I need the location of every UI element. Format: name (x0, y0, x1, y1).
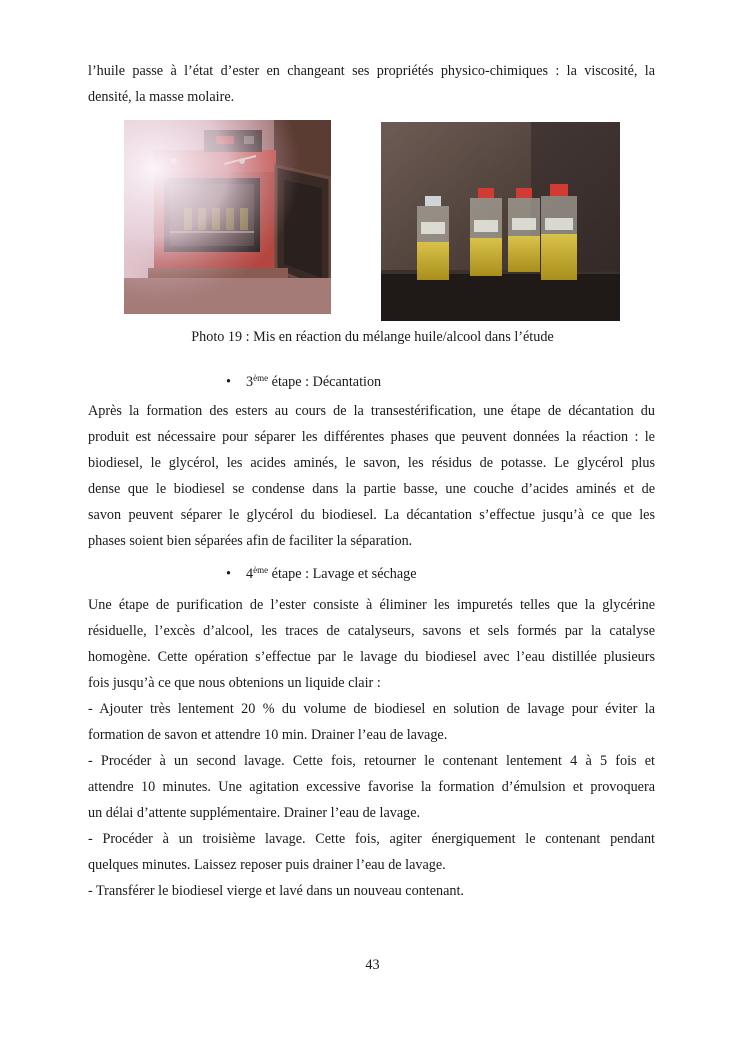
step-number: 3 (246, 374, 254, 390)
text-line: - Ajouter très lentement 20 % du volume de biodiesel en solution de lavage pour éviter la (88, 701, 655, 717)
page-number: 43 (365, 957, 380, 973)
intro-paragraph (88, 58, 655, 110)
text-line: biodiesel, le glycérol, les acides aminés, le savon, les résidus de potasse. Le glycérol plus (88, 455, 655, 471)
text-line: Une étape de purification de l’ester consiste à éliminer les impuretés telles que la glycérine (88, 597, 655, 613)
text-line: savon peuvent séparer le glycérol du biodiesel. La décantation s’effectue jusqu’à ce que les (88, 507, 655, 523)
text-line: Après la formation des esters au cours de la transestérification, une étape de décantation du (88, 403, 655, 419)
text-line: l’huile passe à l’état d’ester en changeant ses propriétés physico-chimiques : la viscosité, la (88, 63, 655, 79)
bottles-photo (381, 122, 620, 321)
text-line: formation de savon et attendre 10 min. Drainer l’eau de lavage. (88, 727, 448, 743)
bullet-point: • (226, 566, 231, 582)
lavage-paragraph (88, 592, 655, 904)
figure-caption: Photo 19 : Mis en réaction du mélange huile/alcool dans l’étude (191, 329, 554, 345)
step-label: étape : Lavage et séchage (268, 566, 417, 582)
step-4-heading (226, 560, 417, 584)
text-line: un délai d’attente supplémentaire. Drainer l’eau de lavage. (88, 805, 421, 821)
oven-photo (124, 120, 331, 314)
step-3-heading (226, 368, 381, 392)
text-line: - Procéder à un troisième lavage. Cette fois, agiter énergiquement le contenant pendant (88, 831, 655, 847)
bullet-point: • (226, 374, 231, 390)
step-ordinal-suffix: ème (253, 565, 269, 575)
step-number: 4 (246, 566, 254, 582)
text-line: produit est nécessaire pour séparer les différentes phases que peuvent données la réaction : le (88, 429, 655, 445)
text-line: homogène. Cette opération s’effectue par le lavage du biodiesel avec l’eau distillée plusieurs (88, 649, 655, 665)
text-line: résiduelle, l’excès d’alcool, les traces de catalyseurs, savons et sels formés par la catalyse (88, 623, 655, 639)
text-line: dense que le biodiesel se condense dans la partie basse, une couche d’acides aminés et de (88, 481, 655, 497)
step-label: étape : Décantation (268, 374, 382, 390)
decantation-paragraph (88, 398, 655, 554)
text-line: attendre 10 minutes. Une agitation excessive favorise la formation d’émulsion et provoquera (88, 779, 655, 795)
text-line: quelques minutes. Laissez reposer puis drainer l’eau de lavage. (88, 857, 446, 873)
text-line: - Procéder à un second lavage. Cette fois, retourner le contenant lentement 4 à 5 fois et (88, 753, 655, 769)
text-line: fois jusqu’à ce que nous obtenions un liquide clair : (88, 675, 381, 691)
text-line: phases soient bien séparées afin de faciliter la séparation. (88, 533, 413, 549)
text-line: - Transférer le biodiesel vierge et lavé dans un nouveau contenant. (88, 883, 464, 899)
text-line: densité, la masse molaire. (88, 89, 235, 105)
step-ordinal-suffix: ème (253, 373, 269, 383)
